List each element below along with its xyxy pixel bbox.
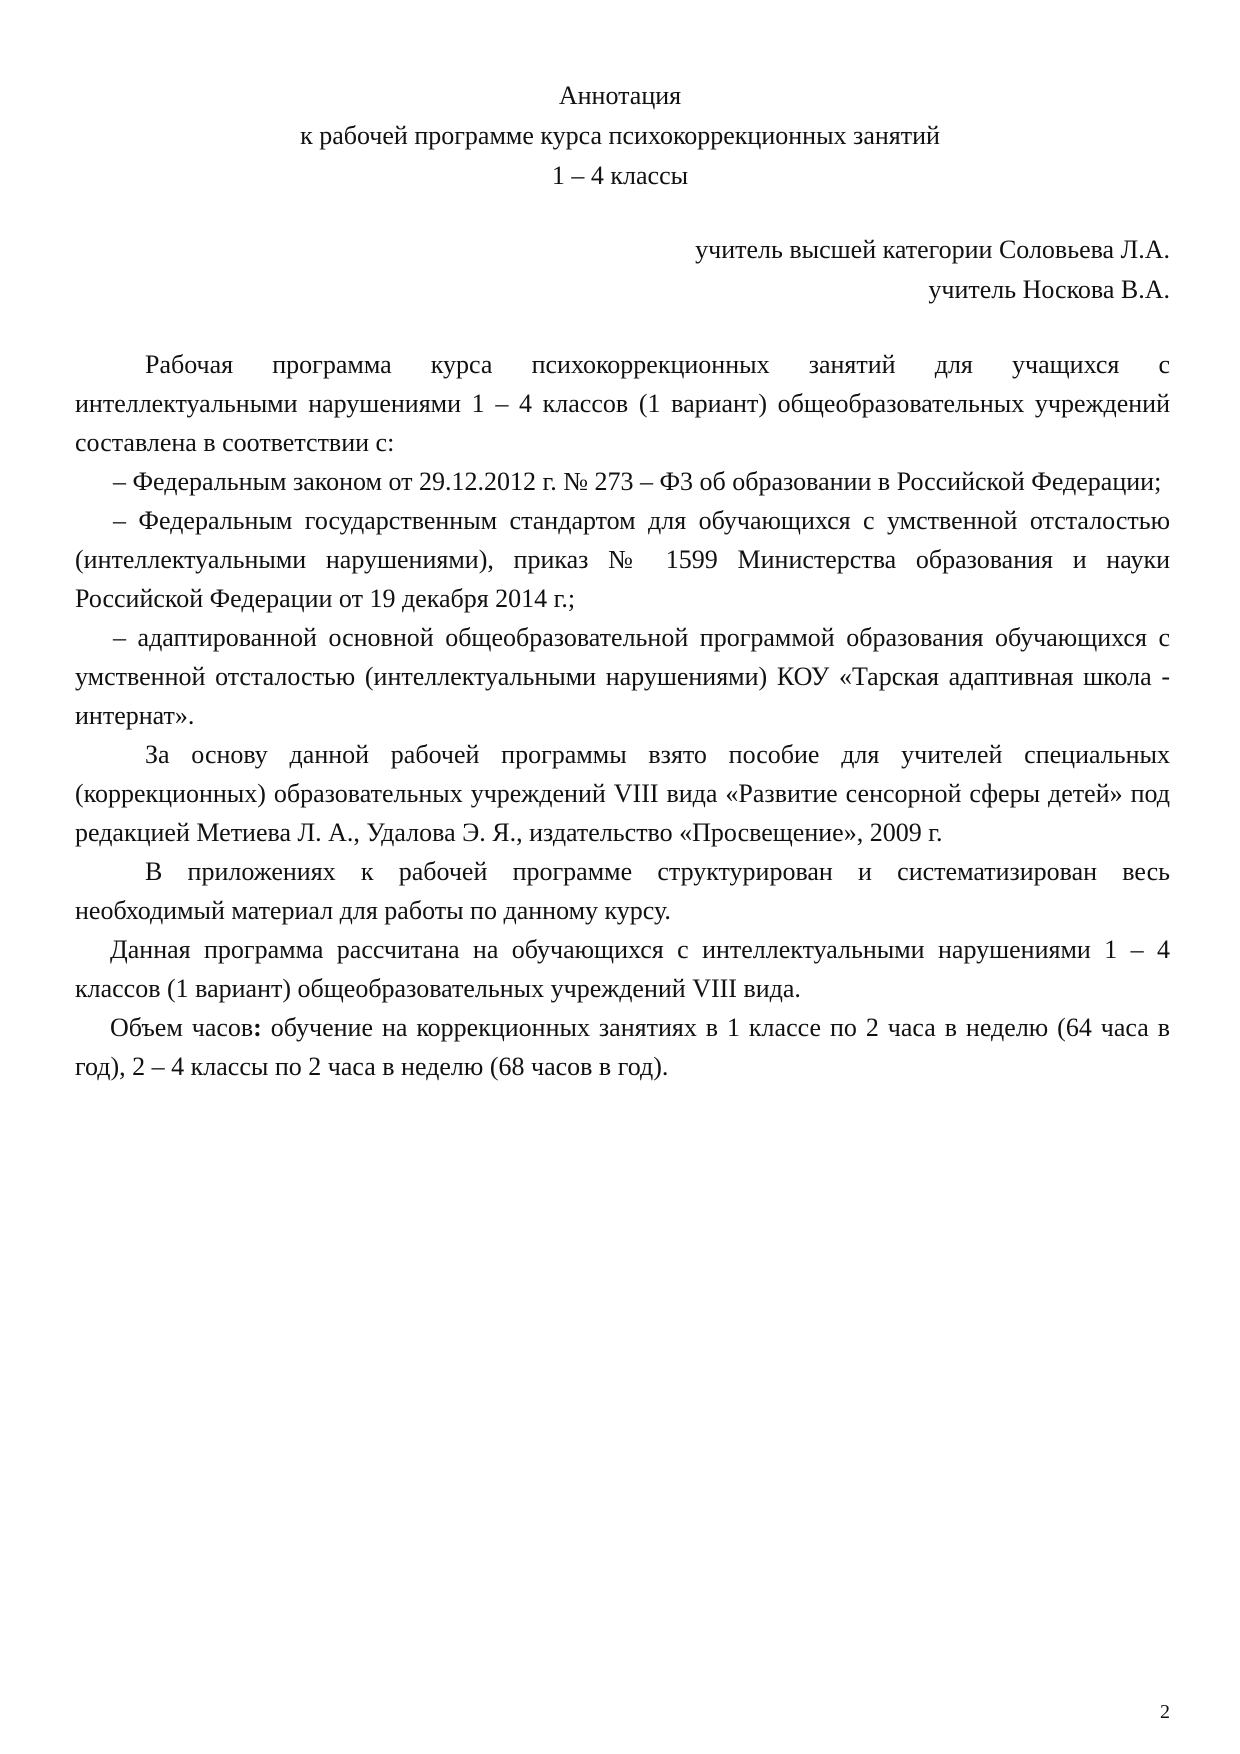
document-subtitle: к рабочей программе курса психокоррекционных занятий <box>300 121 940 150</box>
list-item: – адаптированной основной общеобразовательной программой образования обучающихся с умственной отсталостью (интеллектуальными нарушениями) КОУ «Тарская адаптивная школа - интернат». <box>75 623 1170 730</box>
authors-block <box>695 230 1170 310</box>
hours-label: Объем часов <box>110 1013 254 1042</box>
list-item: – Федеральным государственным стандартом для обучающихся с умственной отсталостью (интеллектуальными нарушениями), приказ № 1599 Министерства образования и науки Российской Федерации от 19 декабря 2014 г.; <box>75 506 1170 613</box>
title-block <box>0 76 1240 196</box>
document-grades: 1 – 4 классы <box>551 161 689 190</box>
intro-paragraph: Рабочая программа курса психокоррекционных занятий для учащихся с интеллектуальными нарушениями 1 – 4 классов (1 вариант) общеобразовательных учреждений составлена в соответствии с: <box>75 350 1170 457</box>
document-title: Аннотация <box>558 81 682 110</box>
appendix-paragraph: В приложениях к рабочей программе структурирован и систематизирован весь необходимый материал для работы по данному курсу. <box>75 857 1170 925</box>
audience-paragraph: Данная программа рассчитана на обучающихся с интеллектуальными нарушениями 1 – 4 классов (1 вариант) общеобразовательных учреждений VIII вида. <box>75 935 1170 1003</box>
list-item: – Федеральным законом от 29.12.2012 г. № 273 – Ф3 об образовании в Российской Федерации; <box>113 467 1162 496</box>
basis-paragraph: За основу данной рабочей программы взято пособие для учителей специальных (коррекционных) образовательных учреждений VIII вида «Развитие сенсорной сферы детей» под редакцией Метиева Л. А., Удалова Э. Я., издательство «Просвещение», 2009 г. <box>75 740 1170 847</box>
author-line: учитель Носкова В.А. <box>928 275 1170 304</box>
author-line: учитель высшей категории Соловьева Л.А. <box>695 235 1170 264</box>
hours-text: обучение на коррекционных занятиях в 1 классе по 2 часа в неделю (64 часа в год), 2 – 4 классы по 2 часа в неделю (68 часов в год). <box>75 1013 1170 1081</box>
page-number: 2 <box>1160 1701 1170 1723</box>
hours-paragraph <box>75 1008 1170 1086</box>
hours-colon: : <box>253 1013 262 1042</box>
document-body <box>75 345 1170 1086</box>
